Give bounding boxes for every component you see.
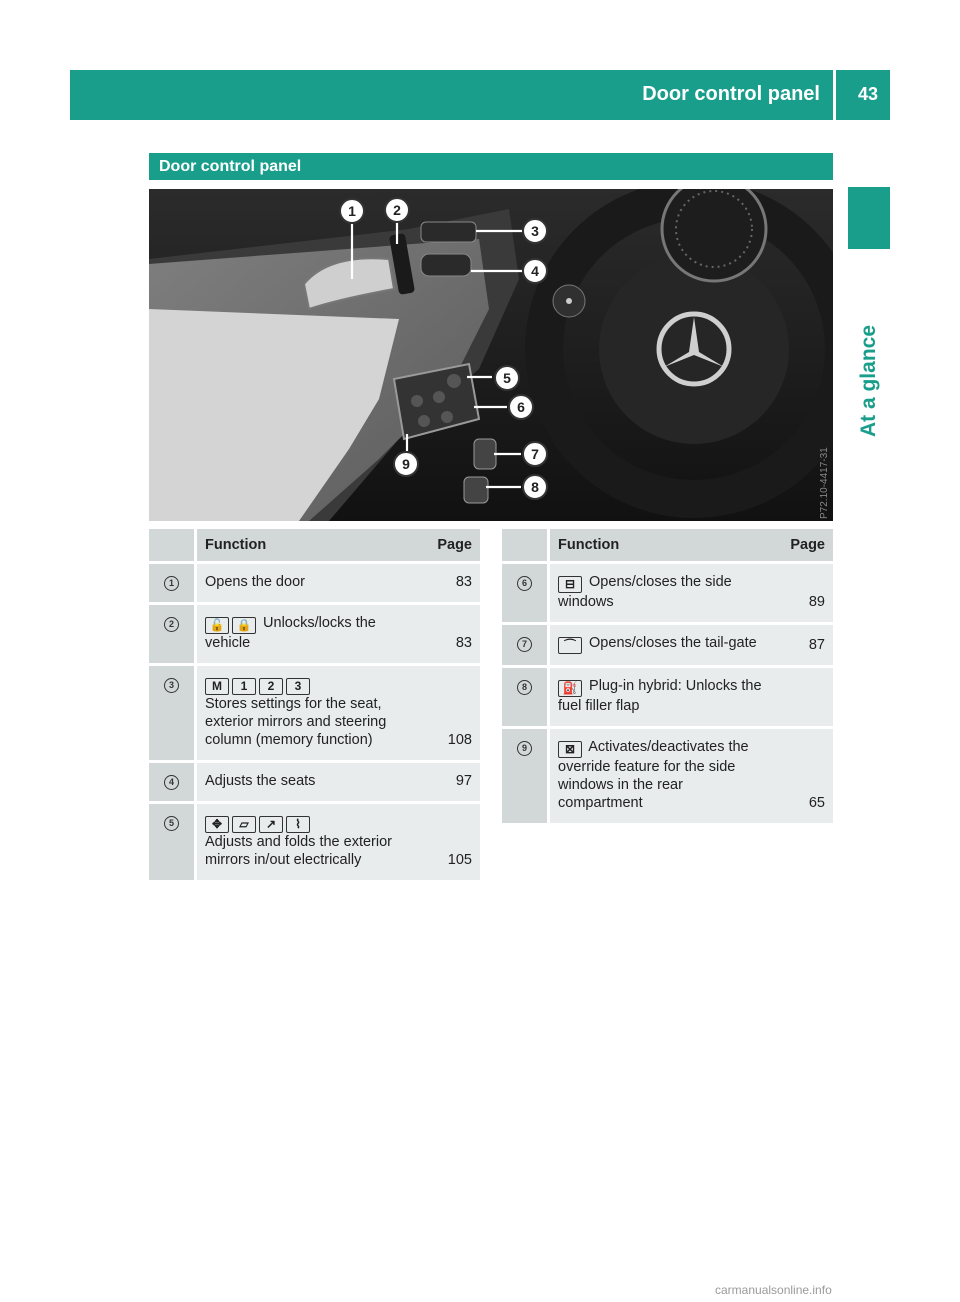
callout-2 [385, 198, 409, 222]
svg-text:9: 9 [402, 456, 410, 472]
tailgate-icon: ⌒ [558, 637, 582, 654]
memory-3-icon: 3 [286, 678, 310, 695]
mirror-adjust-icon: ✥ [205, 816, 229, 833]
function-cell: Adjusts the seats [197, 763, 418, 804]
window-icon: ⊟ [558, 576, 582, 593]
table-row [149, 605, 480, 666]
function-cell: ⊠ Activates/deactivates the override feature for the side windows in the rear compartment [550, 729, 771, 826]
memory-m-icon: M [205, 678, 229, 695]
callout-8 [523, 475, 547, 499]
table-row [149, 763, 480, 804]
table-header-row [502, 529, 833, 564]
row-marker: 4 [164, 775, 179, 790]
page-cell: 65 [771, 729, 833, 826]
table-row [149, 564, 480, 605]
side-tab-text: At a glance [857, 324, 881, 438]
override-icon: ⊠ [558, 741, 582, 758]
function-cell: ⛽ Plug-in hybrid: Unlocks the fuel filler flap [550, 668, 771, 729]
unlock-icon: 🔓 [205, 617, 229, 634]
page-header-cell: Page [418, 529, 480, 564]
page-cell: 87 [771, 625, 833, 668]
door-panel-illustration [149, 189, 833, 521]
callout-7 [523, 442, 547, 466]
page-cell: 97 [418, 763, 480, 804]
lock-icon: 🔒 [232, 617, 256, 634]
header-title: Door control panel [642, 83, 820, 105]
header-separator [833, 70, 836, 120]
function-cell: M 1 2 3 Stores settings for the seat, exterior mirrors and steering column (memory function) [197, 666, 418, 763]
page-cell [771, 668, 833, 729]
row-marker: 2 [164, 617, 179, 632]
function-header: Function [550, 529, 771, 564]
mirror-icon: ▱ [232, 816, 256, 833]
svg-text:6: 6 [517, 399, 525, 415]
svg-text:5: 5 [503, 370, 511, 386]
section-heading [149, 153, 833, 180]
table-row [149, 804, 480, 883]
callout-1 [340, 199, 364, 223]
svg-text:4: 4 [531, 263, 539, 279]
row-marker: 8 [517, 680, 532, 695]
function-cell: Opens the door [197, 564, 418, 605]
callout-6 [509, 395, 533, 419]
table-header-row [149, 529, 480, 564]
table-row [502, 729, 833, 826]
row-marker: 5 [164, 816, 179, 831]
row-marker: 7 [517, 637, 532, 652]
memory-1-icon: 1 [232, 678, 256, 695]
callout-4 [523, 259, 547, 283]
memory-2-icon: 2 [259, 678, 283, 695]
svg-text:1: 1 [348, 203, 356, 219]
callout-3 [523, 219, 547, 243]
function-table-left [149, 529, 480, 883]
callout-5 [495, 366, 519, 390]
callout-9 [394, 452, 418, 476]
row-marker: 3 [164, 678, 179, 693]
page-cell: 83 [418, 564, 480, 605]
section-title: Door control panel [159, 158, 302, 175]
function-cell: ✥ ▱ ↗ ⌇ Adjusts and folds the exterior mirrors in/out electrically [197, 804, 418, 883]
function-cell: 🔓 🔒 Unlocks/locks the vehicle [197, 605, 418, 666]
function-cell: ⌒ Opens/closes the tail-gate [550, 625, 771, 668]
row-marker: 1 [164, 576, 179, 591]
page-header [70, 70, 890, 120]
table-row [149, 666, 480, 763]
fuel-flap-icon: ⛽ [558, 680, 582, 697]
page-header-cell: Page [771, 529, 833, 564]
figure-code: P72.10-4417-31 [819, 447, 830, 519]
function-cell: ⊟ Opens/closes the side windows [550, 564, 771, 625]
side-tab-label [848, 324, 890, 438]
page-cell: 108 [418, 666, 480, 763]
door-panel-photo [149, 189, 833, 521]
svg-text:3: 3 [531, 223, 539, 239]
page-number: 43 [857, 84, 878, 104]
svg-text:2: 2 [393, 202, 401, 218]
page-cell: 89 [771, 564, 833, 625]
table-row [502, 564, 833, 625]
watermark: carmanualsonline.info [715, 1283, 832, 1297]
svg-text:7: 7 [531, 446, 539, 462]
marker-header [149, 529, 197, 564]
side-tab-marker [848, 187, 890, 249]
marker-header [502, 529, 550, 564]
table-row [502, 625, 833, 668]
page-cell: 105 [418, 804, 480, 883]
mirror-fold-icon: ↗ [259, 816, 283, 833]
mirror-heat-icon: ⌇ [286, 816, 310, 833]
page-cell: 83 [418, 605, 480, 666]
svg-text:8: 8 [531, 479, 539, 495]
table-row [502, 668, 833, 729]
function-table-right [502, 529, 833, 826]
row-marker: 9 [517, 741, 532, 756]
row-marker: 6 [517, 576, 532, 591]
function-header: Function [197, 529, 418, 564]
